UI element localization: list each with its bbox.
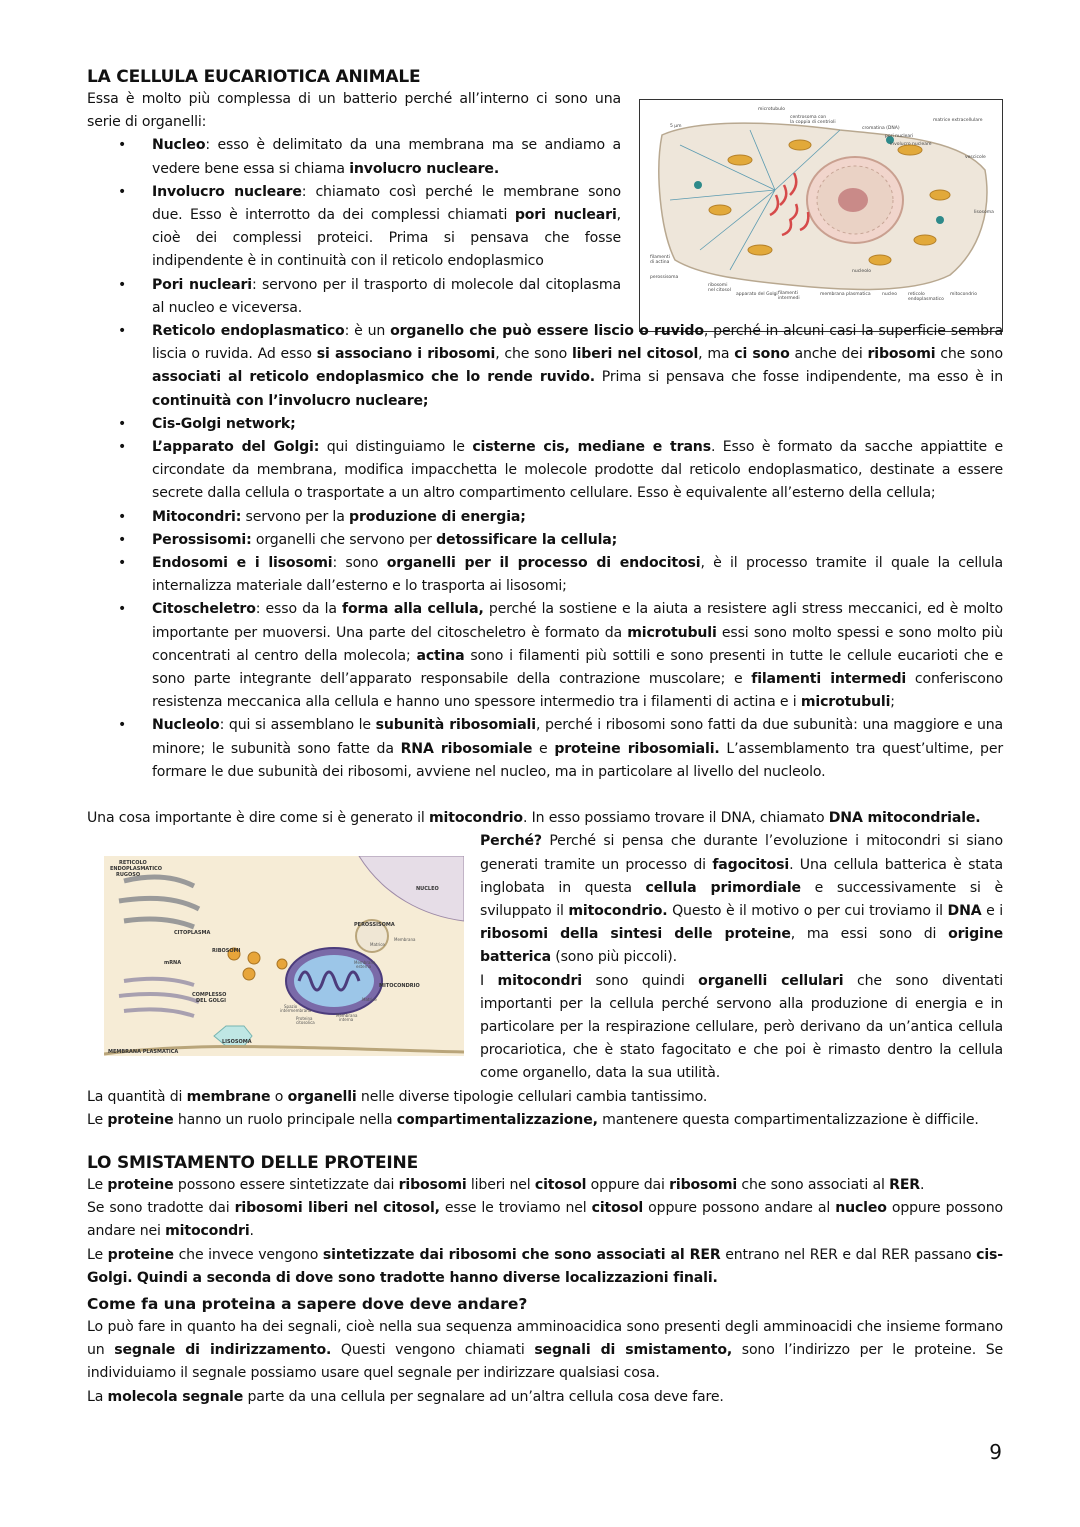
paragraph: La quantità di membrane o organelli nelle diverse tipologie cellulari cambia tantissimo. [87, 1088, 708, 1105]
list-item: • Perossisomi: organelli che servono per detossificare la cellula; [87, 529, 1003, 552]
svg-text:RETICOLO: RETICOLO [119, 860, 147, 866]
list-item: • Nucleo: esso è delimitato da una membrana ma se andiamo a vedere bene essa si chiama involucro nucleare. [87, 134, 621, 180]
svg-text:MEMBRANA PLASMATICA: MEMBRANA PLASMATICA [108, 1049, 179, 1055]
list-item: • Mitocondri: servono per la produzione di energia; [87, 506, 1003, 529]
svg-text:microtubulo: microtubulo [758, 107, 785, 112]
section-title: LO SMISTAMENTO DELLE PROTEINE [87, 1152, 418, 1173]
svg-text:Matrice: Matrice [370, 942, 385, 947]
svg-text:mRNA: mRNA [164, 960, 182, 966]
svg-text:RUGOSO: RUGOSO [116, 872, 141, 878]
svg-text:mitocondrio: mitocondrio [950, 292, 977, 297]
organelle-list [87, 134, 1003, 784]
paragraph: Le proteine possono essere sintetizzate dai ribosomi liberi nel citosol oppure dai ribosomi che sono associati al RER. [87, 1176, 925, 1193]
list-item: • Nucleolo: qui si assemblano le subunità ribosomiali, perché i ribosomi sono fatti da due subunità: una maggiore e una minore; le subunità sono fatte da RNA ribosomiale e proteine ribosomiali. L’assemblamento tra quest’ultime, per formare le due subunità dei ribosomi, avviene nel nucleo, ma in particolare al livello del nucleolo. [87, 714, 1003, 784]
svg-text:Membrana: Membrana [354, 960, 376, 965]
svg-text:nucleolo: nucleolo [852, 269, 871, 274]
question-heading: Come fa una proteina a sapere dove deve andare? [87, 1294, 528, 1313]
svg-text:involucro nucleare: involucro nucleare [890, 142, 932, 147]
list-item: • Reticolo endoplasmatico: è un organello che può essere liscio o ruvido, perché in alcuni casi la superficie sembra liscia o ruvida. Ad esso si associano i ribosomi, che sono liberi nel citosol, ma ci sono anche dei ribosomi che sono associati al reticolo endoplasmico che lo rende ruvido. Prima si pensava che fosse indipendente, ma esso è in continuità con l’involucro nucleare; [87, 320, 1003, 413]
svg-text:MITOCONDRIO: MITOCONDRIO [379, 983, 420, 989]
svg-text:nel citosol: nel citosol [708, 288, 731, 293]
svg-text:Spazio: Spazio [284, 1004, 298, 1009]
svg-text:apparato del Golgi: apparato del Golgi [736, 292, 778, 297]
page-number: 9 [989, 1440, 1002, 1464]
svg-text:interna: interna [339, 1017, 354, 1022]
paragraph: La molecola segnale parte da una cellula per segnalare ad un’altra cellula cosa deve fare. [87, 1388, 724, 1405]
svg-text:esterna: esterna [356, 964, 372, 969]
svg-text:perossisoma: perossisoma [650, 275, 679, 280]
svg-text:citosolica: citosolica [296, 1020, 315, 1025]
svg-text:filamenti: filamenti [778, 291, 798, 296]
svg-text:lisosoma: lisosoma [974, 210, 994, 215]
svg-text:LISOSOMA: LISOSOMA [222, 1039, 252, 1045]
paragraph: Le proteine hanno un ruolo principale nella compartimentalizzazione, mantenere questa compartimentalizzazione è difficile. [87, 1111, 979, 1128]
mito-conclusion: I mitocondri sono quindi organelli cellulari che sono diventati importanti per la cellula perché servono alla produzione di energia e in particolare per la respirazione cellulare, però derivano da un’antica cellula procariotica, che è stato fagocitato e che poi è rimasto dentro la cellula come organello, data la sua utilità. [480, 972, 1004, 1082]
svg-text:centrosoma con: centrosoma con [790, 115, 827, 120]
svg-text:COMPLESSO: COMPLESSO [192, 992, 227, 998]
svg-text:RIBOSOMI: RIBOSOMI [212, 948, 241, 954]
svg-text:PEROSSISOMA: PEROSSISOMA [354, 922, 395, 928]
mito-explanation: Perché? Perché si pensa che durante l’evoluzione i mitocondri si siano generati tramite un processo di fagocitosi. Una cellula batterica è stata inglobata in questa cellula primordiale e successivamente si è sviluppato il mitocondrio. Questo è il motivo o per cui troviamo il DNA e i ribosomi della sintesi delle proteine, ma essi sono di origine batterica (sono più piccoli). [480, 833, 1004, 966]
svg-text:reticolo: reticolo [908, 292, 925, 297]
svg-text:di actina: di actina [650, 260, 670, 265]
paragraph: Le proteine che invece vengono sintetizzate dai ribosomi che sono associati al RER entrano nel RER e dal RER passano cis-Golgi. Quindi a seconda di dove sono tradotte hanno diverse localizzazioni finali. [87, 1246, 1003, 1286]
svg-text:intermedi: intermedi [778, 296, 800, 301]
svg-text:ENDOPLASMATICO: ENDOPLASMATICO [110, 866, 162, 872]
document-page [87, 66, 1003, 1409]
intro-paragraph: Essa è molto più complessa di un batterio perché all’interno ci sono una serie di organelli: [87, 91, 621, 131]
svg-text:filamenti: filamenti [650, 255, 670, 260]
svg-text:CITOPLASMA: CITOPLASMA [174, 930, 211, 936]
paragraph: Lo può fare in quanto ha dei segnali, cioè nella sua sequenza amminoacidica sono presenti degli amminoacidi che insieme formano un segnale di indirizzamento. Questi vengono chiamati segnali di smistamento, sono l’indirizzo per le proteine. Se individuiamo il segnale possiamo usare quel segnale per indirizzare qualsiasi cosa. [87, 1318, 1004, 1382]
svg-text:Membrana: Membrana [336, 1013, 358, 1018]
svg-text:matrice extracellulare: matrice extracellulare [933, 118, 983, 123]
svg-text:ribosomi: ribosomi [708, 283, 728, 288]
svg-text:NUCLEO: NUCLEO [416, 886, 439, 892]
mito-paragraph: Una cosa importante è dire come si è generato il mitocondrio. In esso possiamo trovare il DNA, chiamato DNA mitocondriale. [87, 810, 981, 827]
svg-text:intermembrana: intermembrana [280, 1008, 312, 1013]
svg-text:pori nucleari: pori nucleari [885, 134, 914, 139]
svg-text:la coppia di centrioli: la coppia di centrioli [790, 120, 836, 125]
svg-text:membrana plasmatica: membrana plasmatica [820, 292, 871, 297]
svg-text:nucleo: nucleo [882, 292, 897, 297]
svg-text:endoplasmatico: endoplasmatico [908, 297, 944, 302]
svg-text:cromatina (DNA): cromatina (DNA) [862, 126, 900, 131]
svg-text:vescicole: vescicole [965, 155, 986, 160]
svg-text:Matrice: Matrice [362, 997, 377, 1002]
list-item: • L’apparato del Golgi: qui distinguiamo le cisterne cis, mediane e trans. Esso è formato da sacche appiattite e circondate da membrana, modifica impacchetta le molecole prodotte dal reticolo endoplasmatico, destinate a essere secrete dalla cellula o trasportate a un altro compartimento cellulare. Esso è equivalente all’esterno della cellula; [87, 436, 1003, 506]
section-title: LA CELLULA EUCARIOTICA ANIMALE [87, 67, 421, 87]
paragraph: Se sono tradotte dai ribosomi liberi nel citosol, esse le troviamo nel citosol oppure possono andare al nucleo oppure possono andare nei mitocondri. [87, 1200, 1003, 1240]
list-item: • Pori nucleari: servono per il trasporto di molecole dal citoplasma al nucleo e viceversa. [87, 274, 621, 320]
list-item: • Involucro nucleare: chiamato così perché le membrane sono due. Esso è interrotto da dei complessi chiamati pori nucleari, cioè dei complessi proteici. Prima si pensava che fosse indipendente è in continuità con il reticolo endoplasmico [87, 181, 621, 274]
list-item: • Cis-Golgi network; [87, 413, 1003, 436]
svg-text:DEL GOLGI: DEL GOLGI [196, 998, 226, 1004]
svg-text:5 µm: 5 µm [670, 124, 682, 129]
svg-text:Proteina: Proteina [296, 1016, 313, 1021]
list-item: • Citoscheletro: esso da la forma alla cellula, perché la sostiene e la aiuta a resistere agli stress meccanici, ed è molto importante per muoversi. Una parte del citoscheletro è formato da microtubuli essi sono molto spessi e sono molto più concentrati al centro della molecola; actina sono i filamenti più sottili e sono presenti in tutte le cellule eucarioti che e sono parte integrante dell’apparato responsabile della contrazione muscolare; e filamenti intermedi conferiscono resistenza meccanica alla cellula e hanno uno spessore intermedio tra i filamenti di actina e i microtubuli; [87, 598, 1003, 714]
list-item: • Endosomi e i lisosomi: sono organelli per il processo di endocitosi, è il processo tramite il quale la cellula internalizza materiale dall’esterno e lo trasporta ai lisosomi; [87, 552, 1003, 598]
svg-text:Membrana: Membrana [394, 937, 416, 942]
